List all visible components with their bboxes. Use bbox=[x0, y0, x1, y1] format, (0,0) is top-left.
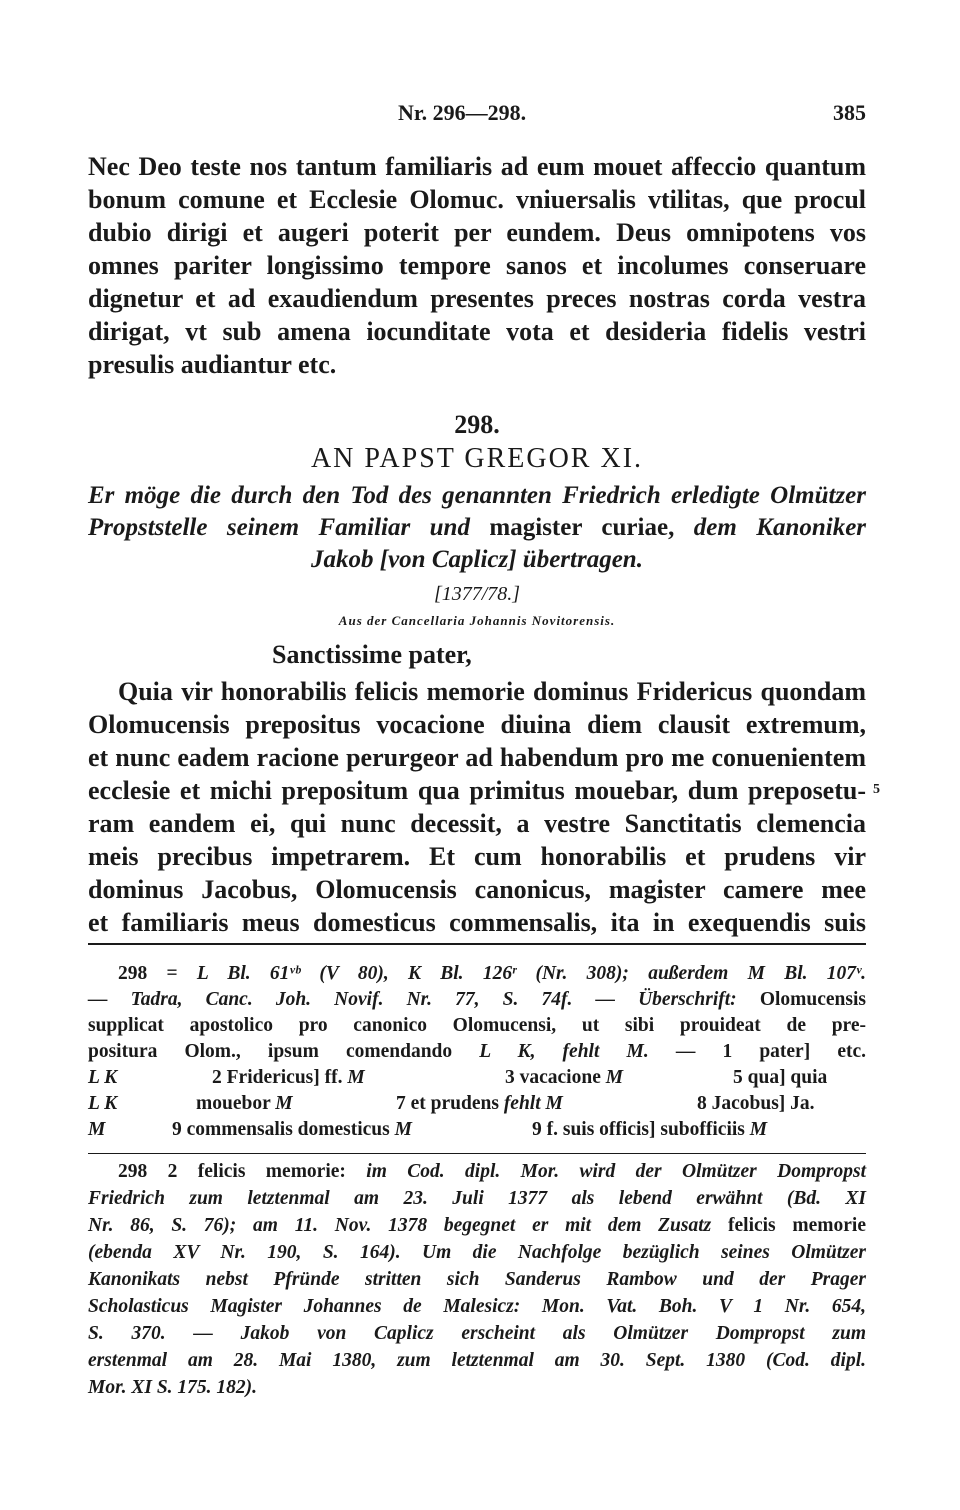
page-number: 385 bbox=[833, 100, 866, 125]
apparatus-line: — Tadra, Canc. Joh. Novif. Nr. 77, S. 74f. — Überschrift: Olomucensis bbox=[88, 989, 866, 1010]
note-line: Kanonikats nebst Pfründe stritten sich Sanderus Rambow und der Prager bbox=[88, 1269, 866, 1290]
running-header bbox=[88, 100, 866, 134]
margin-line-number: 5 bbox=[873, 782, 880, 797]
note-line: Scholasticus Magister Johannes de Malesicz: Mon. Vat. Boh. V 1 Nr. 654, bbox=[88, 1296, 866, 1317]
regest-text: Propststelle seinem Familiar und bbox=[88, 514, 470, 541]
apparatus-line: positura Olom., ipsum comendando L K, fehlt M. — 1 pater] etc. bbox=[88, 1041, 867, 1062]
letter-line: dominus Jacobus, Olomucensis canonicus, magister camere mee bbox=[88, 875, 866, 904]
apparatus-entry: 7 et prudens fehlt M bbox=[396, 1093, 563, 1114]
note-line: Friedrich zum letztenmal am 23. Juli 1377 als lebend erwähnt (Bd. XI bbox=[88, 1188, 866, 1209]
apparatus-entry: 2 Fridericus] ff. M bbox=[212, 1067, 365, 1088]
apparatus-entry: 9 commensalis domesticus M bbox=[172, 1119, 412, 1140]
apparatus-line: supplicat apostolico pro canonico Olomucensi, ut sibi prouideat de pre- bbox=[88, 1015, 866, 1036]
regest-line bbox=[88, 514, 866, 542]
apparatus-entry: 3 vacacione M bbox=[505, 1067, 624, 1088]
apparatus-entry: M bbox=[88, 1119, 106, 1140]
header-number-range: Nr. 296—298. bbox=[398, 100, 527, 125]
body-line: dignetur et ad exaudiendum presentes preces nostras corda vestra bbox=[88, 284, 866, 313]
letter-line: ram eandem ei, qui nunc decessit, a vestre Sanctitatis clemencia bbox=[88, 809, 866, 838]
letter-line: et nunc eadem racione perurgeor ad habendum pro me conuenientem bbox=[88, 743, 866, 772]
body-line: omnes pariter longissimo tempore sanos et incolumes conseruare bbox=[88, 251, 866, 280]
document-number: 298. bbox=[454, 410, 500, 439]
apparatus-entry: mouebor M bbox=[196, 1093, 293, 1114]
notes-rule bbox=[88, 1153, 866, 1154]
body-line: dirigat, vt sub amena iocunditate vota et desideria fidelis vestri bbox=[88, 317, 866, 346]
document-source: Aus der Cancellaria Johannis Novitorensis. bbox=[338, 613, 616, 628]
apparatus-entry: 8 Jacobus] Ja. bbox=[697, 1093, 815, 1114]
note-line: (ebenda XV Nr. 190, S. 164). Um die Nachfolge bezüglich seines Olmützer bbox=[88, 1242, 866, 1263]
note-line: S. 370. — Jakob von Caplicz erscheint als Olmützer Dompropst zum bbox=[88, 1323, 866, 1344]
apparatus-entry: 5 qua] quia bbox=[733, 1067, 828, 1088]
letter-line: Olomucensis prepositus vocacione diuina diem clausit extremum, bbox=[88, 710, 866, 739]
note-line: erstenmal am 28. Mai 1380, zum letztenmal am 30. Sept. 1380 (Cod. dipl. bbox=[88, 1350, 866, 1371]
apparatus-entry: L K bbox=[88, 1093, 118, 1114]
salutation: Sanctissime pater, bbox=[272, 640, 472, 669]
note-line: Nr. 86, S. 76); am 11. Nov. 1378 begegnet er mit dem Zusatz felicis memorie bbox=[88, 1215, 867, 1236]
letter-line: meis precibus impetrarem. Et cum honorabilis et prudens vir bbox=[88, 842, 866, 871]
regest-text: dem Kanoniker bbox=[693, 514, 867, 541]
apparatus-entry: 9 f. suis officis] subofficiis M bbox=[532, 1119, 768, 1140]
apparatus-entry: L K bbox=[88, 1067, 118, 1088]
note-line: 298 2 felicis memorie: im Cod. dipl. Mor. wird der Olmützer Dompropst bbox=[118, 1161, 866, 1182]
body-line: dubio dirigi et augeri poterit per eundem. Deus omnipotens vos bbox=[88, 218, 866, 247]
body-line: Nec Deo teste nos tantum familiaris ad eum mouet affeccio quantum bbox=[88, 152, 866, 181]
note-line: Mor. XI S. 175. 182). bbox=[88, 1377, 258, 1398]
document-title: AN PAPST GREGOR XI. bbox=[310, 443, 644, 474]
footnote-rule bbox=[88, 943, 866, 945]
apparatus-line: 298 = L Bl. 61ᵛᵇ (V 80), K Bl. 126ʳ (Nr. 308); außerdem M Bl. 107ᵛ. bbox=[118, 963, 866, 984]
regest-line: Jakob [von Caplicz] übertragen. bbox=[311, 546, 643, 573]
letter-line: et familiaris meus domesticus commensalis, ita in exequendis suis bbox=[88, 908, 866, 937]
regest-latin: magister curiae, bbox=[489, 514, 675, 541]
body-line: presulis audiantur etc. bbox=[88, 350, 337, 379]
letter-line: ecclesie et michi prepositum qua primitus mouebar, dum preposetu- bbox=[88, 776, 866, 805]
body-line: bonum comune et Ecclesie Olomuc. vniuersalis vtilitas, que procul bbox=[88, 185, 866, 214]
letter-line: Quia vir honorabilis felicis memorie dominus Fridericus quondam bbox=[118, 677, 866, 706]
document-date: [1377/78.] bbox=[433, 583, 521, 605]
regest-line: Er möge die durch den Tod des genannten Friedrich erledigte Olmützer bbox=[88, 482, 866, 509]
